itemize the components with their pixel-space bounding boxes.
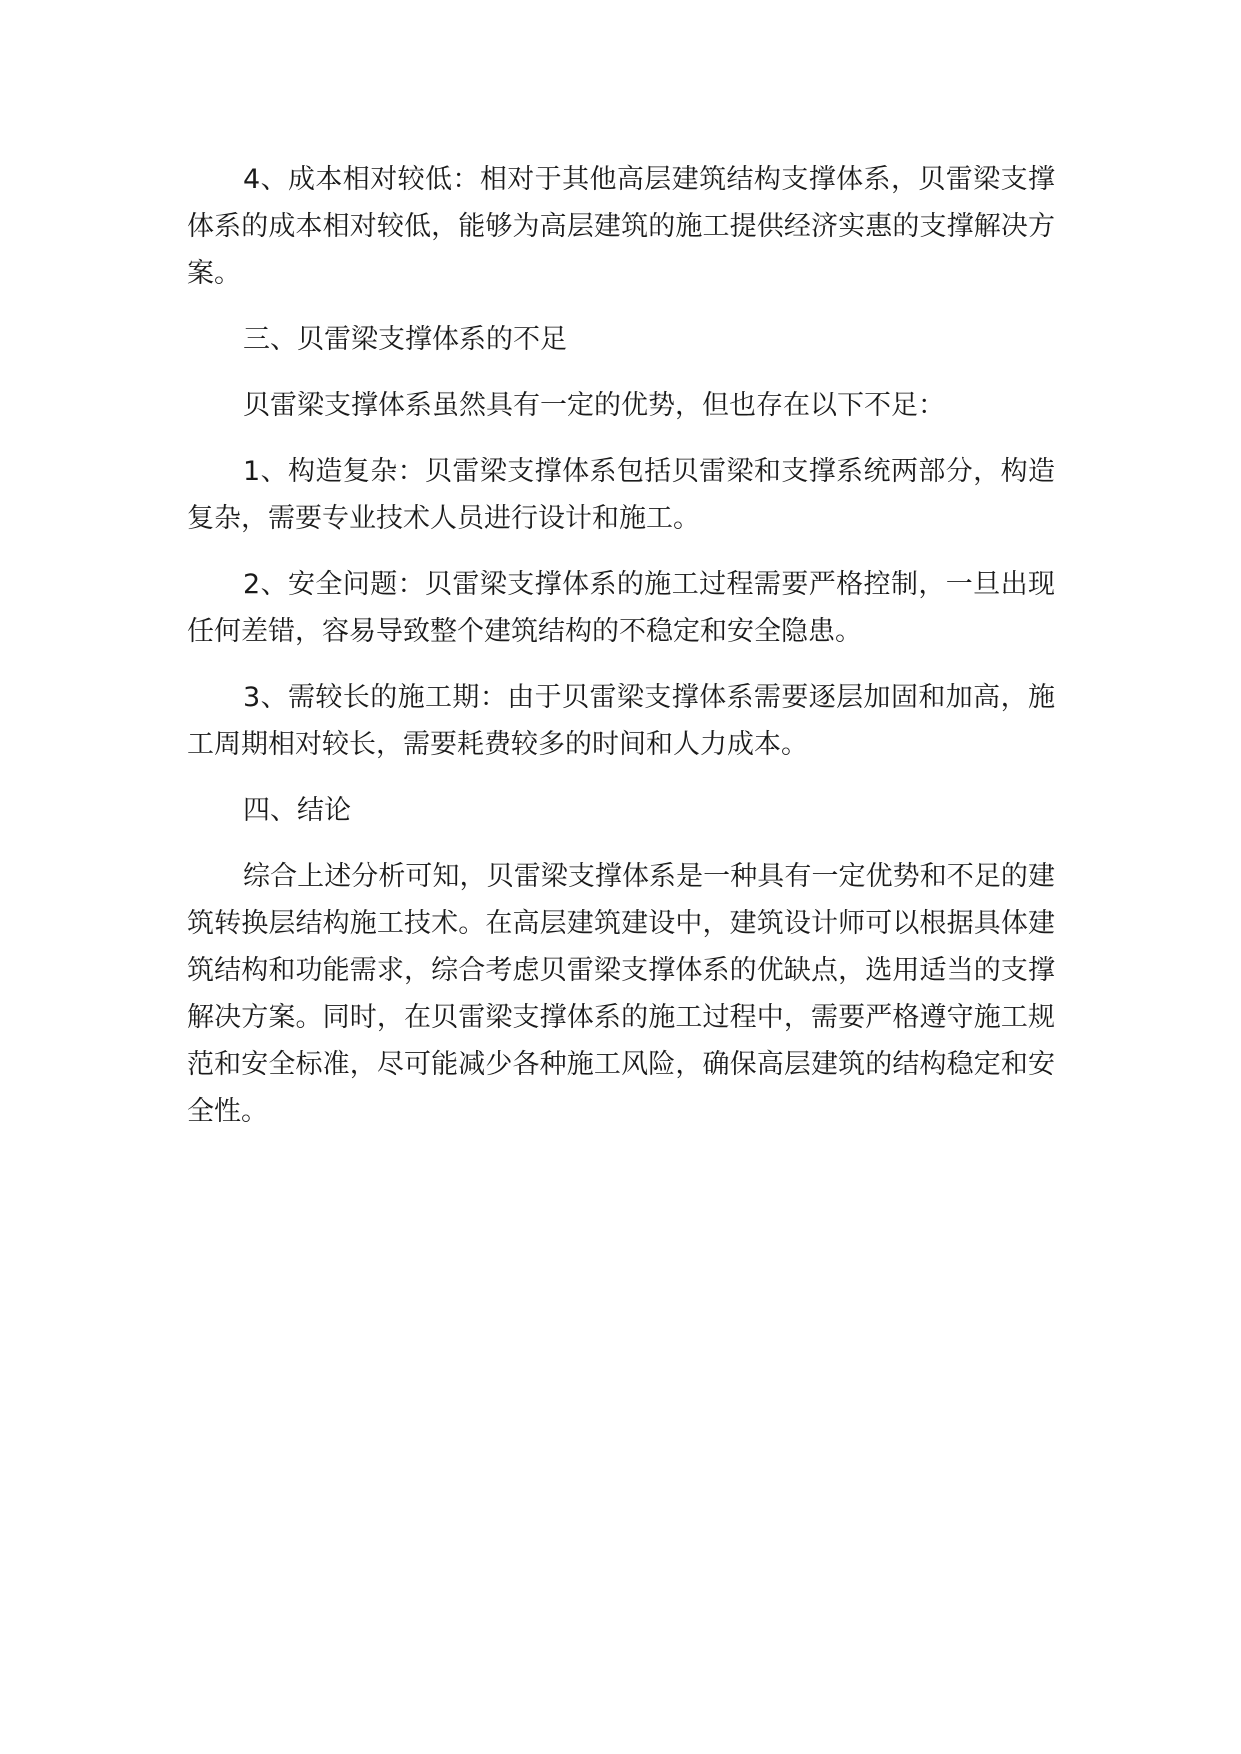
paragraph-long-construction: 3、需较长的施工期：由于贝雷梁支撑体系需要逐层加固和加高，施工周期相对较长，需要耗费较多的时间和人力成本。 bbox=[187, 682, 1055, 760]
paragraph-shortcomings-intro: 贝雷梁支撑体系虽然具有一定的优势，但也存在以下不足： bbox=[243, 390, 945, 421]
document-body bbox=[187, 156, 1055, 1154]
section-heading-shortcomings: 三、贝雷梁支撑体系的不足 bbox=[243, 324, 567, 355]
paragraph-safety-issues: 2、安全问题：贝雷梁支撑体系的施工过程需要严格控制，一旦出现任何差错，容易导致整个建筑结构的不稳定和安全隐患。 bbox=[187, 569, 1055, 647]
section-heading-conclusion: 四、结论 bbox=[243, 795, 351, 826]
paragraph-cost-advantage: 4、成本相对较低：相对于其他高层建筑结构支撑体系，贝雷梁支撑体系的成本相对较低，能够为高层建筑的施工提供经济实惠的支撑解决方案。 bbox=[187, 164, 1055, 289]
paragraph-complex-structure: 1、构造复杂：贝雷梁支撑体系包括贝雷梁和支撑系统两部分，构造复杂，需要专业技术人员进行设计和施工。 bbox=[187, 456, 1055, 534]
paragraph-conclusion: 综合上述分析可知，贝雷梁支撑体系是一种具有一定优势和不足的建筑转换层结构施工技术。在高层建筑建设中，建筑设计师可以根据具体建筑结构和功能需求，综合考虑贝雷梁支撑体系的优缺点，选用适当的支撑解决方案。同时，在贝雷梁支撑体系的施工过程中，需要严格遵守施工规范和安全标准，尽可能减少各种施工风险，确保高层建筑的结构稳定和安全性。 bbox=[187, 861, 1055, 1127]
